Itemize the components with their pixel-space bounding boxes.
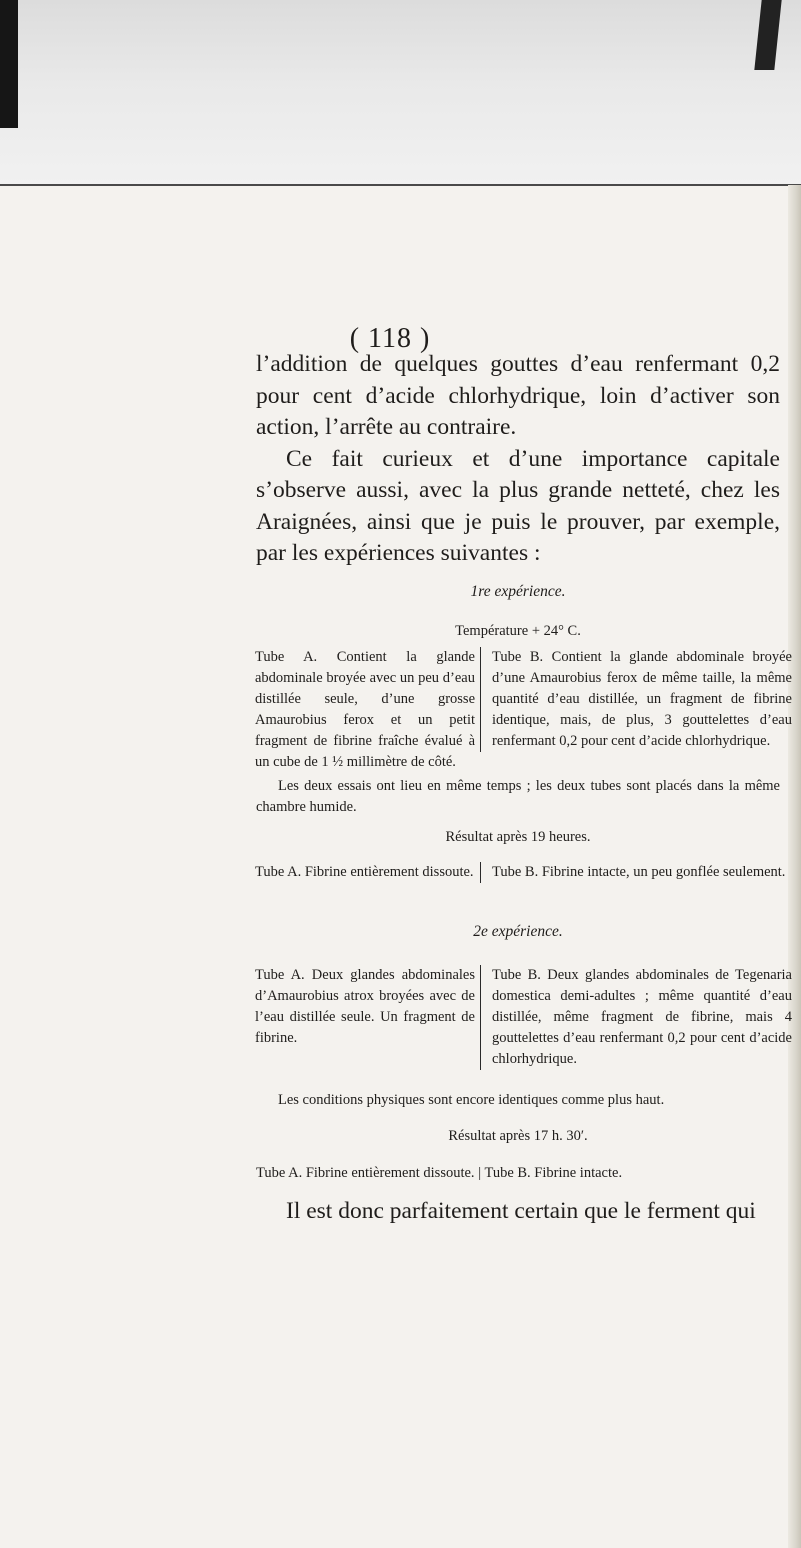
experiment-1-result-a: Tube A. Fibrine entièrement dissoute.: [255, 864, 474, 880]
experiment-2-tube-a: Tube A. Deux glandes abdominales d’Amaurobius atrox broyées avec de l’eau distillée seule. Un fragment de fibrine.: [255, 967, 475, 1046]
experiment-2-heading: 2e expérience.: [473, 923, 563, 940]
book-page: [0, 185, 792, 1548]
experiment-1-tube-b: Tube B. Contient la glande abdominale broyée d’une Amaurobius ferox de même taille, la même quantité d’eau distillée, un fragment de fibrine identique, mais, de plus, 3 gouttelettes d’eau renfermant 0,2 pour cent d’acide chlorhydrique.: [480, 647, 792, 752]
intro-paragraph-2: Ce fait curieux et d’une importance capitale s’observe aussi, avec la plus grande netteté, chez les Araignées, ainsi que je puis le prouver, par exemple, par les expériences suivantes :: [256, 445, 780, 566]
page-number: ( 118 ): [349, 323, 431, 354]
experiment-1-result-b: Tube B. Fibrine intacte, un peu gonflée seulement.: [480, 862, 792, 883]
scan-artifact-left: [0, 0, 18, 128]
result-separator: |: [478, 1165, 485, 1181]
experiment-2-results: [256, 1163, 780, 1184]
intro-paragraph-1: l’addition de quelques gouttes d’eau renfermant 0,2 pour cent d’acide chlorhydrique, loin d’activer son action, l’arrête au contraire.: [256, 351, 780, 440]
experiment-1-heading: 1re expérience.: [470, 583, 566, 600]
experiment-1-result-heading: Résultat après 19 heures.: [445, 829, 591, 845]
experiment-2-tube-b: Tube B. Deux glandes abdominales de Tegenaria domestica demi-adultes ; même quantité d’eau distillée, même fragment de fibrine, mais 4 gouttelettes d’eau renfermant 0,2 pour cent d’acide chlorhydrique.: [480, 965, 792, 1070]
experiment-2-result-a: Tube A. Fibrine entièrement dissoute.: [256, 1165, 475, 1181]
experiment-2-result-b: Tube B. Fibrine intacte.: [484, 1165, 623, 1181]
experiment-1-conditions: Les deux essais ont lieu en même temps ; les deux tubes sont placés dans la même chambre humide.: [256, 778, 780, 815]
experiment-1-temperature: Température + 24° C.: [455, 623, 581, 639]
experiment-2-conditions: Les conditions physiques sont encore identiques comme plus haut.: [278, 1092, 665, 1108]
intro-text: [256, 349, 780, 570]
closing-line: Il est donc parfaitement certain que le ferment qui: [286, 1198, 756, 1224]
experiment-1-tube-a: Tube A. Contient la glande abdominale broyée avec un peu d’eau distillée seule, d’une grosse Amaurobius ferox et un petit fragment de fibrine fraîche évalué à un cube de 1 ½ millimètre de côté.: [255, 649, 475, 770]
experiment-2-result-heading: Résultat après 17 h. 30′.: [448, 1128, 588, 1144]
scan-margin-top: [0, 0, 801, 185]
